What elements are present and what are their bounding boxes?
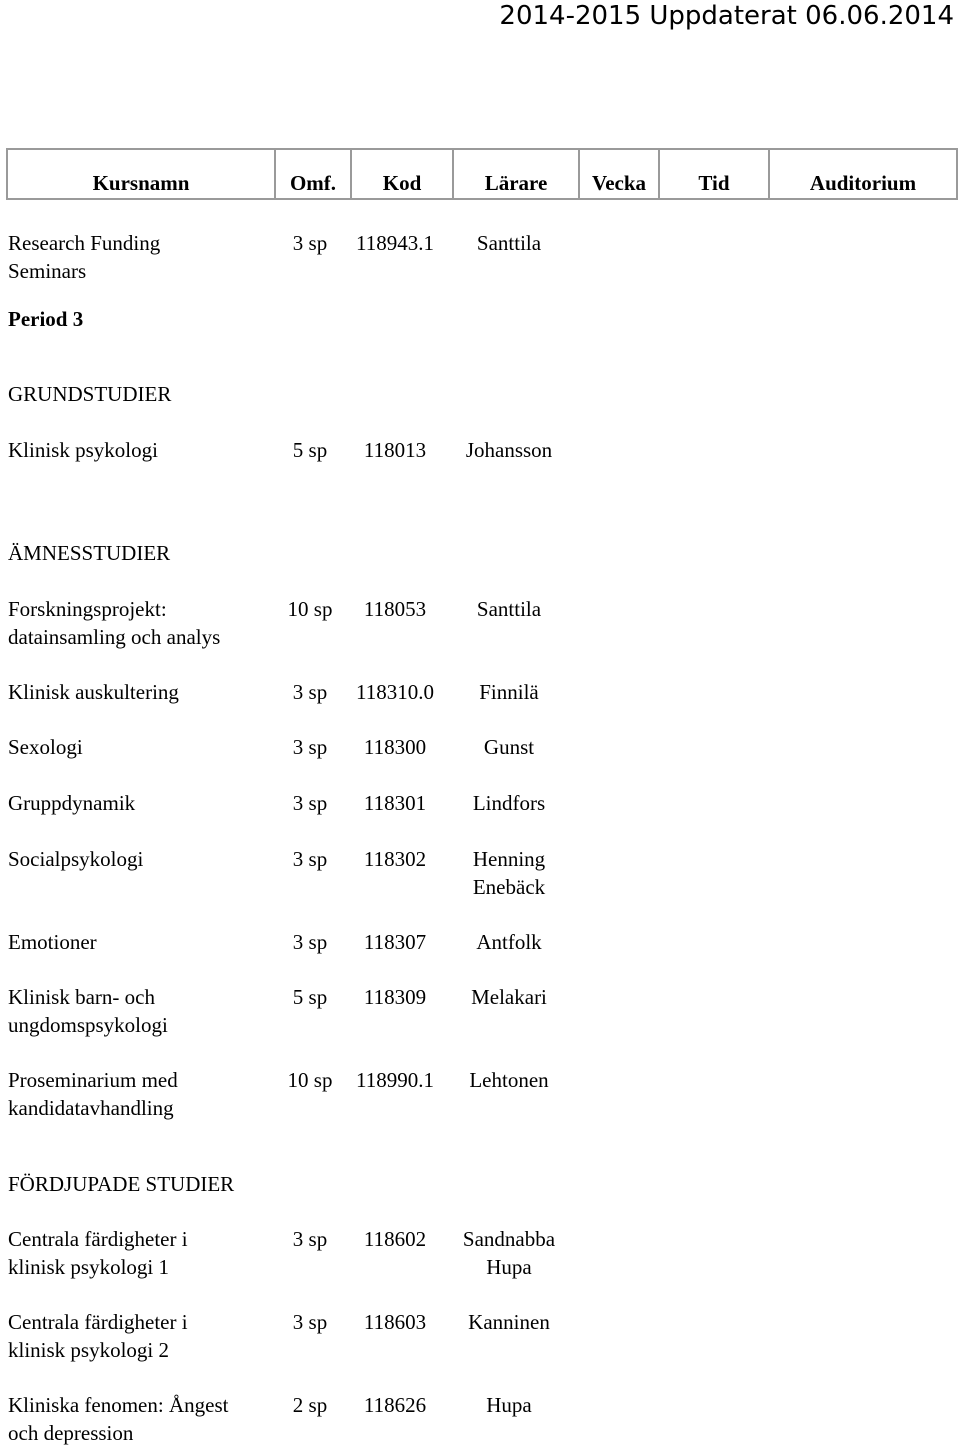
course-kod: 118300 bbox=[363, 735, 427, 759]
course-omf: 3 sp bbox=[292, 1310, 328, 1334]
course-name: Forskningsprojekt: datainsamling och analys bbox=[8, 597, 221, 649]
course-name: Klinisk psykologi bbox=[8, 438, 158, 462]
page-header-title: 2014-2015 Uppdaterat 06.06.2014 bbox=[499, 1, 954, 31]
course-larare: Henning Enebäck bbox=[472, 847, 546, 899]
course-kod: 118310.0 bbox=[356, 680, 434, 704]
course-larare: Antfolk bbox=[476, 930, 542, 954]
course-kod: 118301 bbox=[363, 791, 427, 815]
course-larare: Hupa bbox=[486, 1393, 532, 1417]
course-name: Klinisk barn- och ungdomspsykologi bbox=[8, 985, 168, 1037]
course-omf: 5 sp bbox=[292, 438, 328, 462]
course-kod: 118013 bbox=[363, 438, 427, 462]
col-vecka: Vecka bbox=[579, 149, 659, 199]
course-kod: 118626 bbox=[363, 1393, 427, 1417]
schedule-table-header bbox=[6, 148, 958, 200]
header-row bbox=[7, 149, 957, 199]
course-omf: 3 sp bbox=[292, 847, 328, 871]
course-omf: 3 sp bbox=[292, 791, 328, 815]
course-larare: Lindfors bbox=[472, 791, 546, 815]
course-larare: Sandnabba Hupa bbox=[462, 1227, 556, 1279]
col-kod: Kod bbox=[351, 149, 453, 199]
course-omf: 3 sp bbox=[292, 231, 328, 255]
course-kod: 118307 bbox=[363, 930, 427, 954]
course-name: Emotioner bbox=[8, 930, 97, 954]
course-omf: 10 sp bbox=[287, 1068, 333, 1092]
course-larare: Melakari bbox=[471, 985, 547, 1009]
course-omf: 5 sp bbox=[292, 985, 328, 1009]
course-kod: 118602 bbox=[363, 1227, 427, 1251]
course-larare: Santtila bbox=[476, 597, 542, 621]
course-name: Centrala färdigheter i klinisk psykologi 2 bbox=[8, 1310, 188, 1362]
course-omf: 10 sp bbox=[287, 597, 333, 621]
course-larare: Finnilä bbox=[479, 680, 539, 704]
course-larare: Santtila bbox=[476, 231, 542, 255]
col-auditorium: Auditorium bbox=[769, 149, 957, 199]
col-omf: Omf. bbox=[275, 149, 351, 199]
course-name: Proseminarium med kandidatavhandling bbox=[8, 1068, 178, 1120]
course-name: Socialpsykologi bbox=[8, 847, 144, 871]
period-heading: Period 3 bbox=[8, 307, 84, 331]
course-kod: 118302 bbox=[363, 847, 427, 871]
course-name: Gruppdynamik bbox=[8, 791, 136, 815]
course-omf: 3 sp bbox=[292, 680, 328, 704]
course-name: Research Funding Seminars bbox=[8, 231, 161, 283]
course-omf: 2 sp bbox=[292, 1393, 328, 1417]
course-larare: Gunst bbox=[483, 735, 535, 759]
course-kod: 118603 bbox=[363, 1310, 427, 1334]
section-heading-amne: ÄMNESSTUDIER bbox=[8, 541, 171, 565]
course-larare: Kanninen bbox=[468, 1310, 550, 1334]
course-name: Klinisk auskultering bbox=[8, 680, 179, 704]
course-name: Kliniska fenomen: Ångest och depression bbox=[8, 1393, 229, 1445]
col-kursnamn: Kursnamn bbox=[7, 149, 275, 199]
course-kod: 118309 bbox=[363, 985, 427, 1009]
course-name: Centrala färdigheter i klinisk psykologi 1 bbox=[8, 1227, 188, 1279]
section-heading-grund: GRUNDSTUDIER bbox=[8, 382, 172, 406]
col-tid: Tid bbox=[659, 149, 769, 199]
course-omf: 3 sp bbox=[292, 735, 328, 759]
course-name: Sexologi bbox=[8, 735, 83, 759]
course-kod: 118990.1 bbox=[356, 1068, 434, 1092]
course-larare: Lehtonen bbox=[469, 1068, 549, 1092]
col-larare: Lärare bbox=[453, 149, 579, 199]
course-kod: 118943.1 bbox=[356, 231, 434, 255]
course-omf: 3 sp bbox=[292, 1227, 328, 1251]
course-kod: 118053 bbox=[363, 597, 427, 621]
course-omf: 3 sp bbox=[292, 930, 328, 954]
course-larare: Johansson bbox=[465, 438, 553, 462]
section-heading-fordj: FÖRDJUPADE STUDIER bbox=[8, 1172, 235, 1196]
